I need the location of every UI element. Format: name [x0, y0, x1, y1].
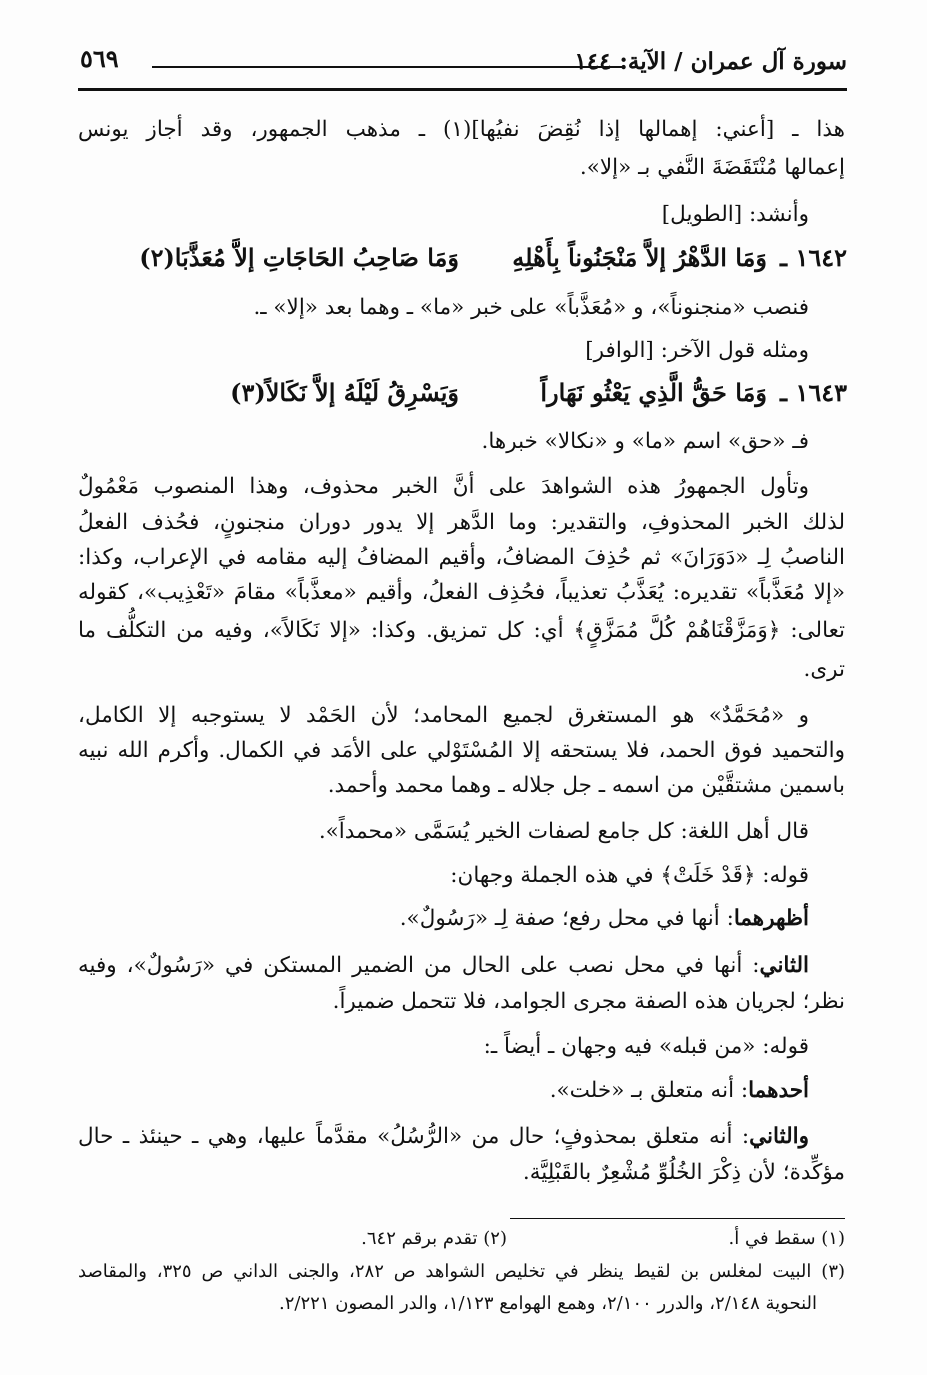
text-line: فـ «حق» اسم «ما» و «نكالا» خبرها. [481, 429, 809, 454]
text-line [550, 1076, 809, 1106]
verse-number: ١٦٤٢ ـ [780, 243, 847, 272]
header-leader-line [152, 66, 622, 68]
text-line: وأنشد: [الطويل] [661, 202, 809, 227]
footnote-1: (١) سقط في أ. [728, 1228, 845, 1249]
text-line: و «مُحَمَّدٌ» هو المستغرق لجميع المحامد؛ لأن الحَمْد لا يستوجبه إلا الكامل، [78, 703, 809, 728]
text-line: هذا ـ [أعني: إهمالها إذا نُقِضَ نفيُها](١) ـ مذهب الجمهور، وقد أجاز يونس [78, 117, 845, 142]
verse-hemistich-second: وَمَا صَاحِبُ الحَاجَاتِ إلاَّ مُعَذَّبَا(٢) [139, 243, 459, 272]
verse-hemistich-first: وَمَا حَقُّ الَّذِي يَعْثُو نَهَاراً [540, 378, 767, 407]
text-span: : أنها في محل رفع؛ صفة لِـ «رَسُولٌ». [399, 906, 734, 931]
verse-hemistich-second: وَيَسْرِقُ لَيْلَهُ إلاَّ نَكَالاً(٣) [230, 378, 459, 407]
text-span: : أنه متعلق بـ «خلت». [549, 1078, 749, 1103]
text-line: نظر؛ لجريان هذه الصفة مجرى الجوامد، فلا تتحمل ضميراً. [332, 989, 845, 1014]
text-line: ومثله قول الآخر: [الوافر] [585, 338, 809, 363]
page-number: ٥٦٩ [80, 44, 119, 73]
text-line: الناصبُ لِـ «دَوَرَانَ» ثم حُذِفَ المضافُ، وأقيم المضافُ إليه مقامه في الإعراب، وكذا: [78, 545, 845, 570]
text-span: : أنه متعلق بمحذوفٍ؛ حال من «الرُّسُلُ» مقدَّماً عليها، وهي ـ حينئذ ـ حال [78, 1124, 750, 1149]
running-header-title: سورة آل عمران / الآية: ١٤٤ [574, 48, 847, 75]
text-line: تعالى: ﴿وَمَزَّقْنَاهُمْ كُلَّ مُمَزَّقٍ﴾ أي: كل تمزيق. وكذا: «إلا نَكَالاً»، وفيه من التكلُّف ما [78, 618, 845, 643]
text-line [400, 904, 809, 934]
text-line: فنصب «منجنوناً»، و «مُعَذَّباً» على خبر «ما» ـ وهما بعد «إلا» ـ. [253, 295, 809, 320]
text-line: مؤكِّدة؛ لأن ذِكْرَ الخُلُوِّ مُشْعِرٌ بالقَبْلِيَّة. [522, 1160, 845, 1185]
verse-hemistich-first: وَمَا الدَّهْرُ إلاَّ مَنْجَنُوناً بِأَهْلِهِ [512, 243, 767, 272]
footnote-2: (٢) تقدم برقم ٦٤٢. [361, 1228, 507, 1249]
text-line: باسمين مشتقَّيْن من اسمه ـ جل جلاله ـ وهما محمد وأحمد. [327, 773, 845, 798]
text-line: «إلا مُعَذَّباً» تقديره: يُعَذَّبُ تعذيباً، فحُذِف الفعلُ، وأقيم «معذَّباً» مقامَ «تَعْذِيب»، كقوله [78, 580, 845, 605]
footnote-separator [510, 1218, 845, 1219]
text-line: وتأول الجمهورُ هذه الشواهدَ على أنَّ الخبر محذوف، وهذا المنصوب مَعْمُولٌ [78, 474, 809, 499]
header-rule [78, 88, 847, 91]
bold-term: الثاني [759, 953, 809, 978]
bold-term: أحدهما [748, 1078, 809, 1103]
text-line [78, 1122, 809, 1152]
verse-number: ١٦٤٣ ـ [780, 378, 847, 407]
text-line: قوله: «من قبله» فيه وجهان ـ أيضاً ـ: [483, 1034, 809, 1059]
text-line [78, 951, 809, 981]
footnote-3-line-1: (٣) البيت لمغلس بن لقيط ينظر في تخليص الشواهد ص ٢٨٢، والجنى الداني ص ٣٢٥، والمقاصد [78, 1261, 846, 1282]
text-line: قوله: ﴿قَدْ خَلَتْ﴾ في هذه الجملة وجهان: [450, 863, 809, 888]
bold-term: أظهرهما [733, 906, 809, 931]
text-line: والتحميد فوق الحمد، فلا يستحقه إلا المُسْتَوْلي على الأمَد في الكمال. وأكرم الله نبيه [78, 738, 845, 763]
text-line: لذلك الخبر المحذوفِ، والتقدير: وما الدَّهر إلا يدور دوران منجنونٍ، فحُذف الفعلُ [78, 510, 845, 535]
text-line: قال أهل اللغة: كل جامع لصفات الخير يُسَمَّى «محمداً». [318, 819, 809, 844]
text-span: : أنها في محل نصب على الحال من الضمير المستكن في «رَسُولٌ»، وفيه [78, 953, 760, 978]
text-line: إعمالها مُنْتَقَضَةَ النَّفي بـ «إلا». [579, 155, 845, 180]
text-line: ترى. [803, 657, 845, 682]
bold-term: والثاني [749, 1124, 809, 1149]
footnote-3-line-2: النحوية ٢/١٤٨، والدرر ٢/١٠٠، وهمع الهوامع ١/١٢٣، والدر المصون ٢/٢٢١. [279, 1293, 817, 1314]
